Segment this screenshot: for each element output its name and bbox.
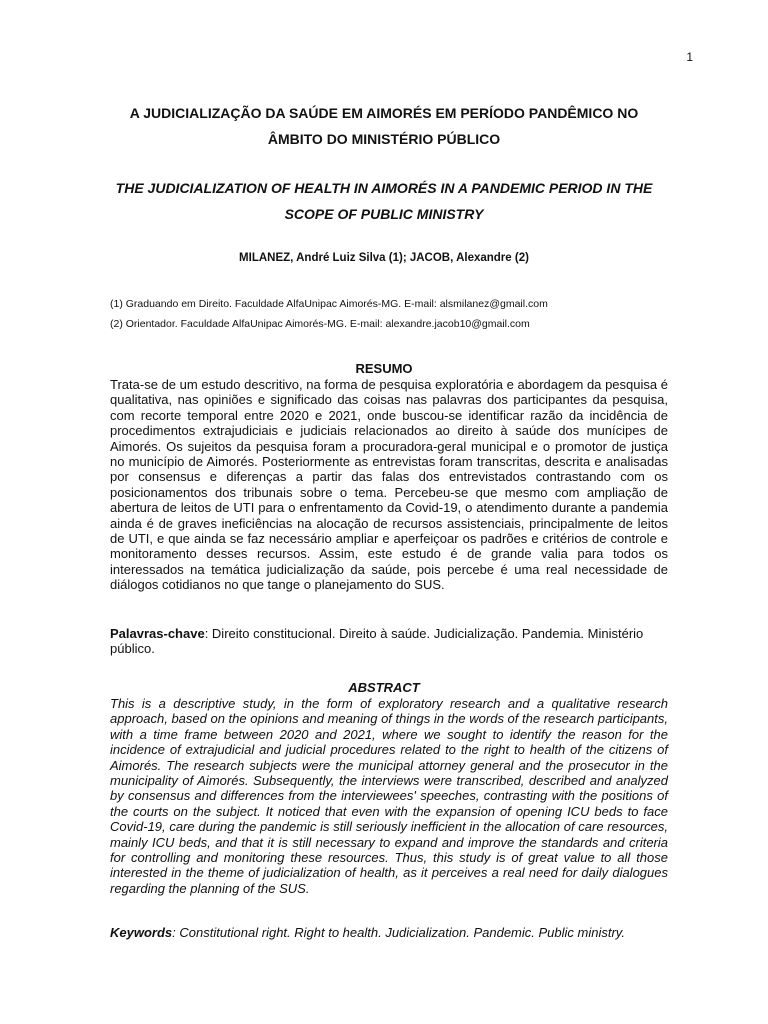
keywords-portuguese: [110, 626, 668, 657]
affiliation-1: (1) Graduando em Direito. Faculdade AlfaUnipac Aimorés-MG. E-mail: alsmilanez@gmail.com: [110, 298, 548, 310]
title-portuguese: A JUDICIALIZAÇÃO DA SAÚDE EM AIMORÉS EM PERÍODO PANDÊMICO NO ÂMBITO DO MINISTÉRIO PÚBLICO: [129, 105, 639, 147]
keywords-list-portuguese: : Direito constitucional. Direito à saúde. Judicialização. Pandemia. Ministério público.: [110, 626, 644, 657]
affiliation-2: (2) Orientador. Faculdade AlfaUnipac Aimorés-MG. E-mail: alexandre.jacob10@gmail.com: [110, 318, 530, 330]
keywords-label-english: Keywords: [110, 925, 173, 940]
authors: MILANEZ, André Luiz Silva (1); JACOB, Alexandre (2): [239, 252, 529, 264]
resumo-heading: RESUMO: [355, 361, 413, 376]
keywords-list-english: : Constitutional right. Right to health. Judicialization. Pandemic. Public ministry.: [172, 925, 625, 940]
title-english: THE JUDICIALIZATION OF HEALTH IN AIMORÉS IN A PANDEMIC PERIOD IN THE SCOPE OF PUBLIC MINISTRY: [115, 180, 653, 222]
keywords-english: [110, 925, 668, 940]
page-number: 1: [686, 50, 693, 64]
keywords-label-portuguese: Palavras-chave: [110, 626, 205, 641]
resumo-text: Trata-se de um estudo descritivo, na forma de pesquisa exploratória e abordagem da pesquisa é qualitativa, nas opiniões e significado das coisas nas palavras dos participantes da pesquisa, com recorte temporal entre 2020 e 2021, onde buscou-se identificar razão da incidência de procedimentos extrajudiciais e judiciais relacionados ao direito à saúde dos munícipes de Aimorés. Os sujeitos da pesquisa foram a procuradora-geral municipal e o promotor de justiça no município de Aimorés. Posteriormente as entrevistas foram transcritas, descrita e analisadas por consensus e diferenças a partir das falas dos entrevistados contrastando com os posicionamentos dos tribunais sobre o tema. Percebeu-se que mesmo com ampliação de abertura de leitos de UTI para o enfrentamento da Covid-19, o atendimento durante a pandemia ainda é de graves ineficiências na alocação de recursos assistenciais, principalmente de leitos de UTI, e que ainda se faz necessário ampliar e aperfeiçoar os padrões e critérios de controle e monitoramento desses recursos. Assim, este estudo é de grande valia para todos os interessados na temática judicialização da saúde, pois percebe é uma real necessidade de diálogos cotidianos no que tange o planejamento do SUS.: [110, 377, 668, 593]
abstract-text: This is a descriptive study, in the form of exploratory research and a qualitative research approach, based on the opinions and meaning of things in the words of the research participants, with a time frame between 2020 and 2021, where we sought to identify the reason for the incidence of extrajudicial and judicial procedures related to the right to health of the citizens of Aimorés. The research subjects were the municipal attorney general and the prosecutor in the municipality of Aimorés. Subsequently, the interviews were transcribed, described and analyzed by consensus and differences from the interviewees' speeches, contrasting with the positions of the courts on the subject. It noticed that even with the expansion of opening ICU beds to face Covid-19, care during the pandemic is still seriously inefficient in the allocation of care resources, mainly ICU beds, and that it is still necessary to expand and improve the standards and criteria for controlling and monitoring these resources. Thus, this study is of great value to all those interested in the theme of judicialization of health, as it perceives a real need for daily dialogues regarding the planning of the SUS.: [110, 696, 668, 896]
abstract-heading: ABSTRACT: [348, 680, 420, 695]
